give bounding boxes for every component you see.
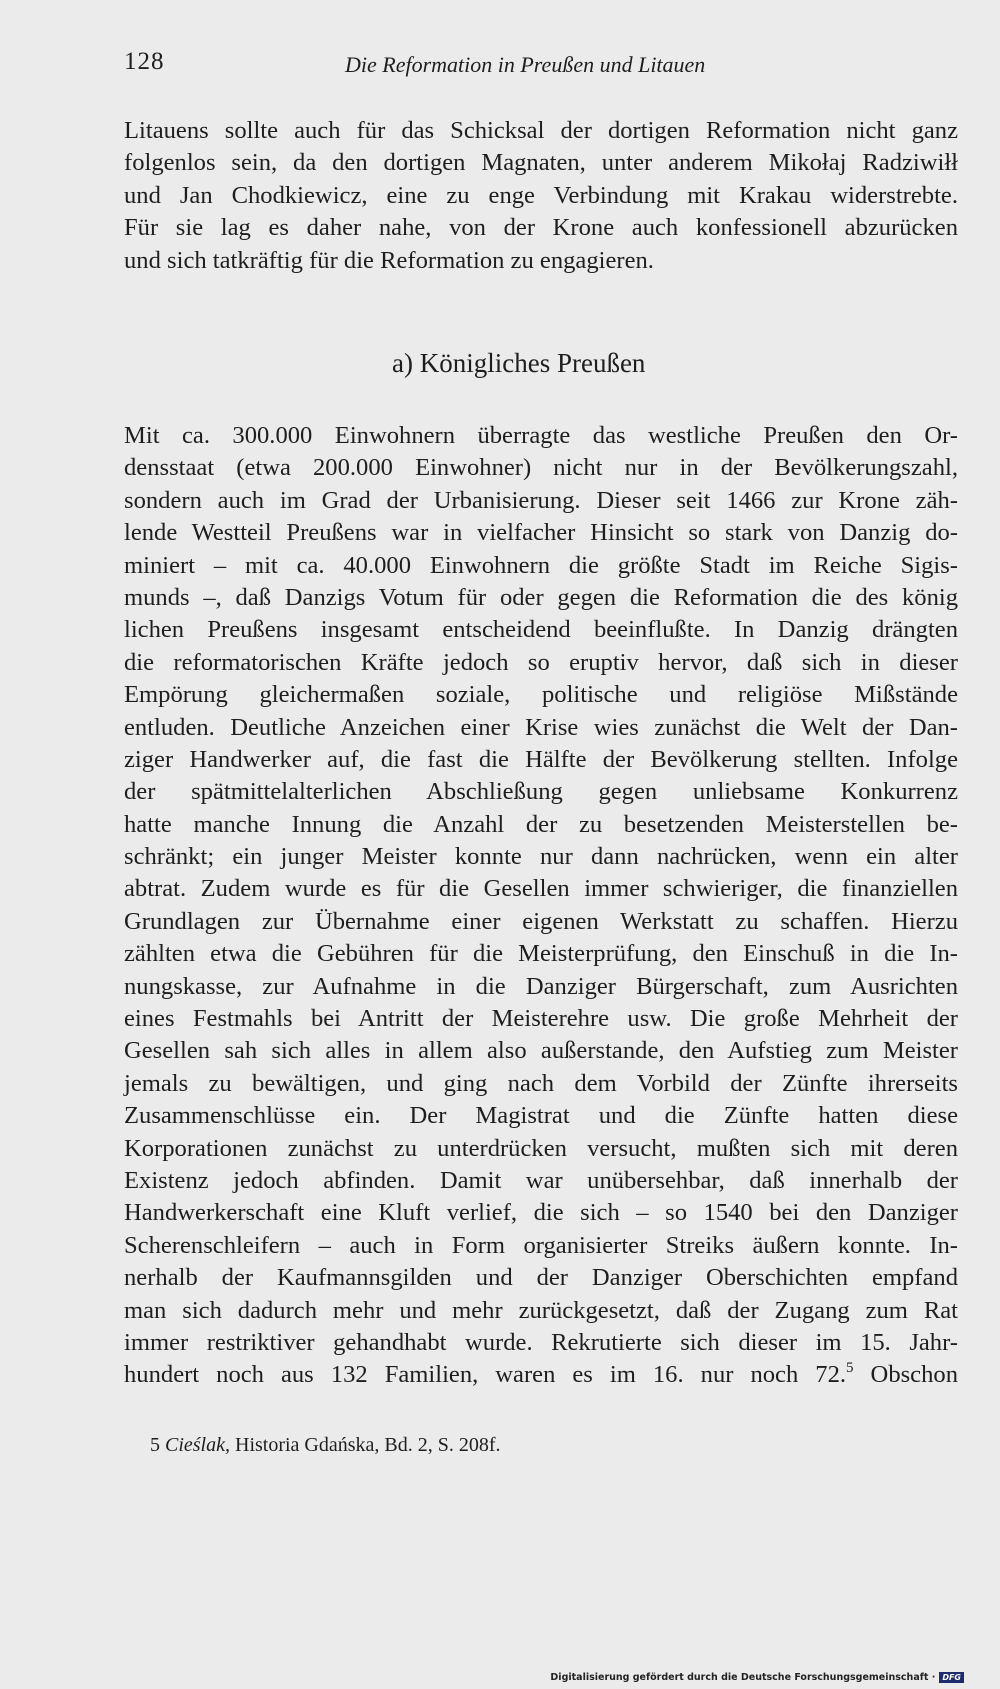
- text-line: schränkt; ein junger Meister konnte nur dann nachrücken, wenn ein alter: [124, 843, 958, 871]
- text-line: lende Westteil Preußens war in vielfacher Hinsicht so stark von Danzig do-: [124, 519, 958, 547]
- text-line: entluden. Deutliche Anzeichen einer Krise wies zunächst die Welt der Dan-: [124, 713, 958, 741]
- intro-paragraph: [124, 115, 958, 277]
- text-line: nungskasse, zur Aufnahme in die Danziger Bürgerschaft, zum Ausrichten: [124, 972, 958, 1000]
- footnote: [150, 1434, 501, 1457]
- text-line: Korporationen zunächst zu unterdrücken versucht, mußten sich mit deren: [124, 1134, 958, 1162]
- text-line: abtrat. Zudem wurde es für die Gesellen immer schwieriger, die finanziellen: [124, 875, 958, 903]
- text-line: die reformatorischen Kräfte jedoch so eruptiv hervor, daß sich in dieser: [124, 648, 958, 676]
- text-line: hatte manche Innung die Anzahl der zu besetzenden Meisterstellen be-: [124, 810, 958, 838]
- text-line: Scherenschleifern – auch in Form organisierter Streiks äußern konnte. In-: [124, 1231, 958, 1259]
- text-line: und Jan Chodkiewicz, eine zu enge Verbindung mit Krakau widerstrebte.: [124, 181, 958, 209]
- text-line: ziger Handwerker auf, die fast die Hälfte der Bevölkerung stellten. Infolge: [124, 745, 958, 773]
- running-title: Die Reformation in Preußen und Litauen: [345, 52, 706, 77]
- text-line: Empörung gleichermaßen soziale, politische und religiöse Mißstände: [124, 681, 958, 709]
- text-line: Für sie lag es daher nahe, von der Krone auch konfessionell abzurücken: [124, 214, 958, 242]
- text-line: Handwerkerschaft eine Kluft verlief, die sich – so 1540 bei den Danziger: [124, 1199, 958, 1227]
- footnote-number: 5: [150, 1434, 160, 1456]
- text-line: hundert noch aus 132 Familien, waren es im 16. nur noch 72.: [124, 1361, 847, 1389]
- text-line: folgenlos sein, da den dortigen Magnaten, unter anderem Mikołaj Radziwiłł: [124, 149, 958, 177]
- page-number: 128: [124, 48, 165, 75]
- text-line: densstaat (etwa 200.000 Einwohner) nicht nur in der Bevölkerungszahl,: [124, 454, 958, 482]
- footnote-reference[interactable]: 5: [846, 1360, 854, 1377]
- main-paragraph: [124, 420, 958, 1392]
- text-line: Existenz jedoch abfinden. Damit war unübersehbar, daß innerhalb der: [124, 1166, 958, 1194]
- text-line: der spätmittelalterlichen Abschließung gegen unliebsame Konkurrenz: [124, 778, 958, 806]
- text-line: Zusammenschlüsse ein. Der Magistrat und die Zünfte hatten diese: [124, 1102, 958, 1130]
- text-line: miniert – mit ca. 40.000 Einwohnern die größte Stadt im Reiche Sigis-: [124, 551, 958, 579]
- text-line: eines Festmahls bei Antritt der Meisterehre usw. Die große Mehrheit der: [124, 1005, 958, 1033]
- text-line: Litauens sollte auch für das Schicksal der dortigen Reformation nicht ganz: [124, 117, 958, 144]
- text-line: munds –, daß Danzigs Votum für oder gegen die Reformation die des könig: [124, 583, 958, 611]
- text-line: sondern auch im Grad der Urbanisierung. Dieser seit 1466 zur Krone zäh-: [124, 486, 958, 514]
- text-line: nerhalb der Kaufmannsgilden und der Danziger Oberschichten empfand: [124, 1264, 958, 1292]
- text-line: und sich tatkräftig für die Reformation zu engagieren.: [124, 246, 654, 274]
- text-line: Grundlagen zur Übernahme einer eigenen Werkstatt zu schaffen. Hierzu: [124, 907, 958, 935]
- text-line: man sich dadurch mehr und mehr zurückgesetzt, daß der Zugang zum Rat: [124, 1296, 958, 1324]
- section-heading: a) Königliches Preußen: [392, 348, 646, 378]
- text-line: Gesellen sah sich alles in allem also außerstande, den Aufstieg zum Meister: [124, 1037, 958, 1065]
- text-line: zählten etwa die Gebühren für die Meisterprüfung, den Einschuß in die In-: [124, 940, 958, 968]
- credit-text: Digitalisierung gefördert durch die Deutsche Forschungsgemeinschaft ·: [550, 1672, 936, 1683]
- text-line: jemals zu bewältigen, und ging nach dem Vorbild der Zünfte ihrerseits: [124, 1069, 958, 1097]
- digitization-credit: [550, 1672, 964, 1683]
- text-line-tail: Obschon: [853, 1361, 958, 1389]
- text-line-with-footnote: [124, 1359, 958, 1391]
- text-line: immer restriktiver gehandhabt wurde. Rekrutierte sich dieser im 15. Jahr-: [124, 1328, 958, 1356]
- footnote-author: Cieślak,: [165, 1434, 230, 1456]
- text-line: Mit ca. 300.000 Einwohnern überragte das westliche Preußen den Or-: [124, 422, 958, 449]
- text-line: lichen Preußens insgesamt entscheidend beeinflußte. In Danzig drängten: [124, 616, 958, 644]
- dfg-logo-icon: DFG: [939, 1672, 964, 1683]
- footnote-text: Historia Gdańska, Bd. 2, S. 208f.: [230, 1434, 501, 1456]
